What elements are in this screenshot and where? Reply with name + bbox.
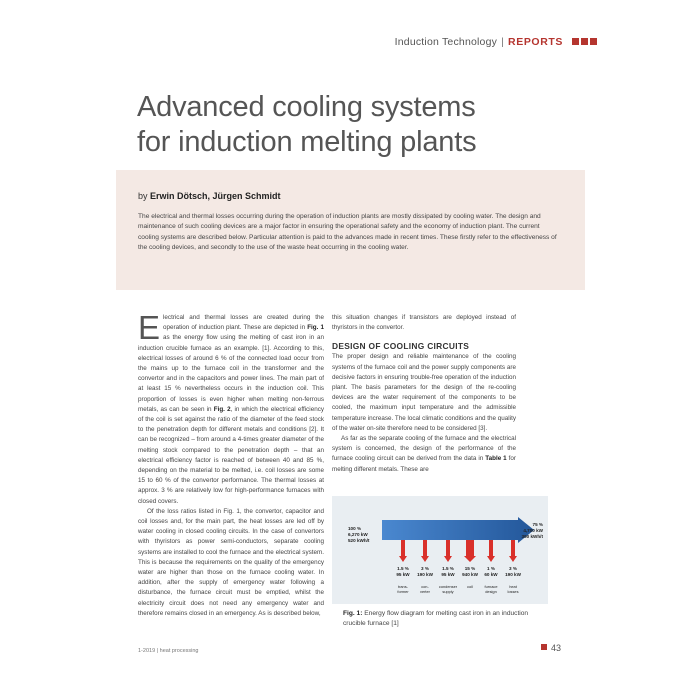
loss-arrow (399, 540, 407, 562)
output-power: 4,700 kW (523, 528, 543, 533)
loss-component-label: coil (467, 584, 473, 589)
text-run: , in which the electrical efficiency of the coil is set against the ratio of the diameter of the feed stock to the penetration depth for different metals and conditions [2]. It can be recognized – from around a 4-times greater diameter of the melting stock compared to the penetration depth – that an electrical efficiency factor is reached of between 40 and 85 %, depending on the material to be melted, i.e. coil losses are some 15 to 60 % of the convertor performance. The thermal losses at approx. 3 % are relatively low for high-performance furnaces with closed covers. (138, 405, 324, 505)
title-line-2: for induction melting plants (137, 126, 477, 158)
text-run: as the energy flow using the melting of cast iron in an induction crucible furnace as an example. [1]. According to this, electrical losses of around 6 % of the connected load occur from the mains up to the furnace coil in the transformer and the convertor and in the capacitors and power lines. The main part of at least 15 % nevertheless occurs in the induction coil. This proportion of losses is even higher when melting non-ferrous metals, as can be seen in (138, 334, 324, 413)
loss-arrow (421, 540, 429, 562)
loss-percent: 1.5 % (442, 566, 454, 571)
drop-cap: E (138, 309, 161, 346)
loss-arrow (509, 540, 517, 562)
journal-name: heat processing (159, 648, 199, 654)
input-power: 6,270 kW (348, 532, 368, 537)
loss-component-label: design (485, 589, 497, 594)
section-heading: DESIGN OF COOLING CIRCUITS (332, 341, 470, 352)
figure-reference: Fig. 2 (213, 405, 231, 413)
figure-reference: Fig. 1 (307, 324, 325, 332)
loss-power: 190 kW (505, 572, 521, 577)
loss-arrows (399, 540, 517, 562)
footer-separator: | (156, 648, 159, 654)
article-title (137, 90, 617, 160)
header-separator: | (501, 36, 505, 48)
loss-percent: 3 % (421, 566, 429, 571)
issue-number: 1-2019 (138, 648, 156, 654)
accent-square-icon (581, 38, 588, 45)
accent-square-icon (541, 644, 547, 650)
loss-component-label: heat (509, 584, 517, 589)
loss-arrow (444, 540, 452, 562)
caption-text: Energy flow diagram for melting cast iron in an induction crucible furnace [1] (343, 610, 529, 627)
loss-component-label: con- (421, 584, 429, 589)
input-percent: 100 % (348, 526, 362, 531)
loss-percent: 1.5 % (397, 566, 409, 571)
output-percent: 75 % (532, 522, 543, 527)
loss-power: 95 kW (441, 572, 455, 577)
energy-flow-figure (332, 496, 548, 604)
loss-power: 95 kW (396, 572, 410, 577)
loss-arrow (464, 540, 476, 562)
text-run: lectrical and thermal losses are created during the operation of induction plant. These are depicted in (163, 314, 324, 332)
accent-square-icon (572, 38, 579, 45)
page-footer (138, 648, 198, 654)
loss-percent: 1 % (487, 566, 495, 571)
energy-flow-diagram (332, 496, 548, 604)
loss-percent: 15 % (464, 566, 476, 571)
header-section: Induction Technology (394, 36, 498, 48)
loss-power: 60 kW (484, 572, 498, 577)
accent-square-icon (590, 38, 597, 45)
paragraph: this situation changes if transistors are deployed instead of thyristors in the convertor. (332, 314, 516, 332)
loss-component-label: verter (420, 589, 430, 594)
loss-power: 940 kW (462, 572, 478, 577)
paragraph: The proper design and reliable maintenance of the cooling systems of the furnace coil and the power supply components are decisive factors in ensuring trouble-free operation of the induction plant. The basis parameters for the design of the re-cooling devices are the water requirement of the components to be cooled, the maximum input temperature and the admissible temperature increase. The local climatic conditions and the quality of the water on-site therefore need to be considered [3]. (332, 353, 516, 432)
input-specific: 520 kWh/t (348, 538, 370, 543)
page-number (541, 643, 561, 653)
authors: Erwin Dötsch, Jürgen Schmidt (150, 191, 281, 201)
running-header (395, 36, 597, 48)
caption-label: Fig. 1: (343, 610, 363, 617)
abstract: The electrical and thermal losses occurring during the operation of induction plants are mostly dissipated by cooling water. The design and maintenance of such cooling devices are a major factor in ensuring the operational safety and the economy of induction plant. The current cooling systems are described below. Particular attention is paid to the advances made in recent times. These firstly refer to the effectiveness of the cooling devices, and secondly to the use of the waste heat occurring in the cooling water. (138, 213, 557, 252)
loss-component-label: losses (507, 589, 519, 594)
loss-component-label: furnace (484, 584, 498, 589)
loss-component-label: former (397, 589, 409, 594)
text-run: As far as the separate cooling of the furnace and the electrical system is concerned, the design of the performance of the furnace cooling circuit can be derived from the data in (332, 435, 516, 463)
paragraph (332, 434, 516, 475)
body-column-2 (332, 313, 516, 475)
page-number-value: 43 (551, 643, 562, 653)
table-reference: Table 1 (485, 455, 507, 463)
text-run: for melting different metals. These are (332, 455, 516, 473)
loss-component-label: condenser (438, 584, 458, 589)
loss-component-label: supply (442, 589, 454, 594)
loss-arrow (487, 540, 495, 562)
energy-flow-arrow (382, 517, 534, 543)
title-line-1: Advanced cooling systems (137, 91, 476, 123)
loss-component-label: trans- (398, 584, 408, 589)
loss-percent: 3 % (509, 566, 517, 571)
body-column-1 (138, 309, 325, 619)
figure-caption (343, 609, 548, 628)
output-specific: 390 kWh/t (521, 534, 543, 539)
loss-power: 190 kW (417, 572, 433, 577)
byline (138, 191, 281, 201)
paragraph: Of the loss ratios listed in Fig. 1, the convertor, capacitor and coil losses and, for the main part, the heat losses are led off by water cooling in closed cooling circuits. In the case of convertors with thyristors as power semi-conductors, separate cooling systems are installed to cool the furnace and the electrical system. This is because the requirements on the quality of the emergency water are higher than those on the furnace cooling water. In addition, after the supply of emergency water following a disturbance, the furnace circuit must be emptied, whilst the electricity circuit does not need any emergency water and therefore remains closed in an emergency. As is described below, (138, 507, 324, 617)
header-category: REPORTS (508, 36, 563, 48)
paragraph (138, 309, 325, 507)
byline-prefix: by (138, 191, 148, 201)
